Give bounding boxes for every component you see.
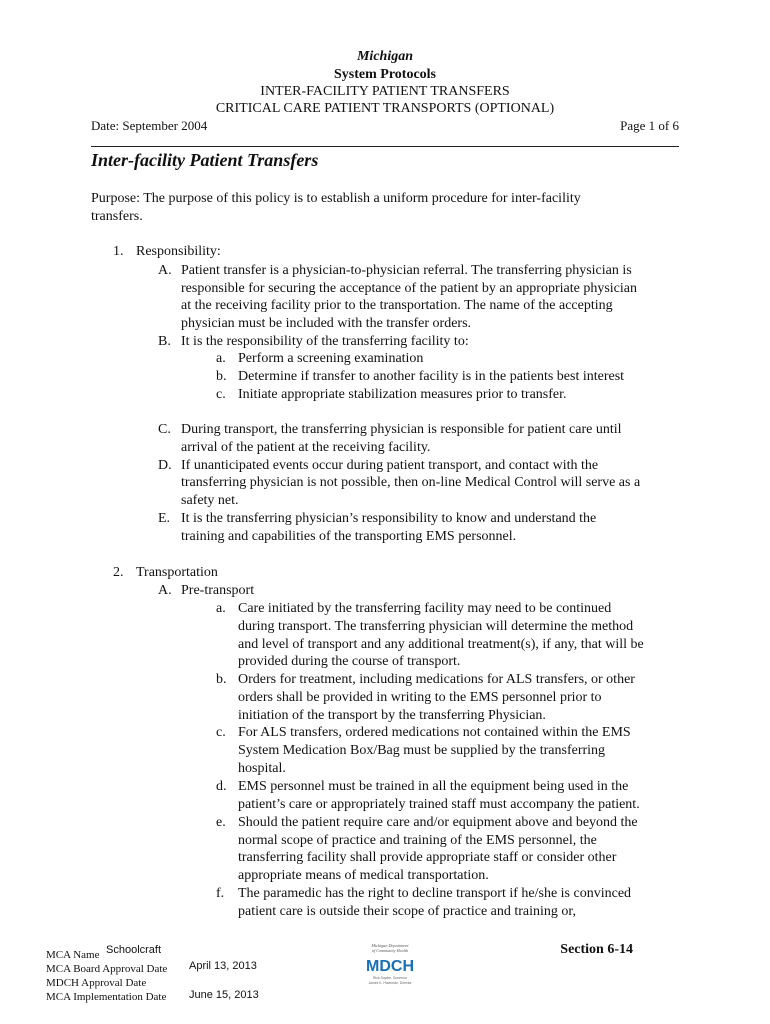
logo-line-2: of Community Health	[371, 948, 409, 953]
footer-board-label: MCA Board Approval Date	[46, 963, 168, 975]
subitem-line: transferring facility shall provide appropriate staff or consider other	[238, 850, 617, 865]
subitem-line: Initiate appropriate stabilization measures prior to transfer.	[238, 387, 567, 402]
subitem-marker: c.	[216, 387, 226, 402]
subitem-line: Orders for treatment, including medications for ALS transfers, or other	[238, 672, 635, 687]
header-title-2: CRITICAL CARE PATIENT TRANSPORTS (OPTIONAL)	[215, 101, 555, 116]
subitem-line: EMS personnel must be trained in all the equipment being used in the	[238, 779, 629, 794]
item-marker: B.	[158, 334, 171, 349]
page-number: Page 1 of 6	[620, 118, 679, 133]
subitem-marker: d.	[216, 779, 227, 794]
item-marker: C.	[158, 422, 171, 437]
section-label: Responsibility:	[136, 244, 221, 259]
subitem-line: initiation of the transport by the transferring Physician.	[238, 708, 546, 723]
section-number: 1.	[113, 244, 124, 259]
subitem-line: Should the patient require care and/or equipment above and beyond the	[238, 815, 638, 830]
subitem-line: and level of transport and any additional treatment(s), if any, that will be	[238, 637, 644, 652]
subitem-marker: a.	[216, 601, 226, 616]
header-title-1: INTER-FACILITY PATIENT TRANSFERS	[260, 84, 510, 99]
header-divider	[91, 146, 679, 147]
subitem-marker: a.	[216, 351, 226, 366]
item-line: transferring physician is not possible, then on-line Medical Control will serve as a	[181, 475, 641, 490]
item-line: safety net.	[181, 493, 239, 508]
item-line: at the receiving facility prior to the transportation. The name of the accepting	[181, 298, 613, 313]
subitem-line: patient’s care or appropriately trained staff must accompany the patient.	[238, 797, 640, 812]
item-line: It is the transferring physician’s responsibility to know and understand the	[181, 511, 597, 526]
subitem-marker: e.	[216, 815, 226, 830]
purpose-line: Purpose: The purpose of this policy is to establish a uniform procedure for inter-facility	[91, 191, 581, 206]
item-line: Patient transfer is a physician-to-physician referral. The transferring physician is	[181, 263, 632, 278]
header-system: System Protocols	[334, 67, 436, 82]
subitem-line: during transport. The transferring physician will determine the method	[238, 619, 634, 634]
header-state: Michigan	[356, 49, 413, 64]
item-line: During transport, the transferring physician is responsible for patient care until	[181, 422, 622, 437]
subitem-line: normal scope of practice and training of the EMS personnel, the	[238, 833, 597, 848]
logo-line-4: James K. Haveman, Director	[368, 981, 412, 985]
subitem-line: appropriate means of medical transportation.	[238, 868, 489, 883]
header-date: Date: September 2004	[91, 118, 208, 133]
footer-board-value: April 13, 2013	[189, 960, 257, 972]
subitem-line: System Medication Box/Bag must be supplied by the transferring	[238, 743, 606, 758]
subitem-marker: b.	[216, 672, 227, 687]
item-line: If unanticipated events occur during patient transport, and contact with the	[181, 458, 599, 473]
subitem-line: For ALS transfers, ordered medications not contained within the EMS	[238, 725, 631, 740]
section-number: 2.	[113, 565, 124, 580]
item-marker: A.	[158, 263, 172, 278]
item-line: arrival of the patient at the receiving facility.	[181, 440, 431, 455]
footer-mca-name-label: MCA Name	[46, 949, 100, 961]
subitem-line: Care initiated by the transferring facility may need to be continued	[238, 601, 612, 616]
item-line: physician must be included with the transfer orders.	[181, 316, 472, 331]
subitem-line: hospital.	[238, 761, 286, 776]
item-label: Pre-transport	[181, 583, 255, 598]
item-line: training and capabilities of the transporting EMS personnel.	[181, 529, 517, 544]
subitem-line: patient care is outside their scope of practice and training or,	[238, 904, 577, 919]
section-label: Transportation	[136, 565, 218, 580]
subitem-line: Determine if transfer to another facility is in the patients best interest	[238, 369, 625, 384]
subitem-line: Perform a screening examination	[238, 351, 424, 366]
logo-line-1: Michigan Department	[371, 943, 409, 948]
subitem-marker: b.	[216, 369, 227, 384]
item-line: It is the responsibility of the transferring facility to:	[181, 334, 469, 349]
subitem-marker: f.	[216, 886, 225, 901]
subitem-line: The paramedic has the right to decline transport if he/she is convinced	[238, 886, 632, 901]
logo-line-3: Rick Snyder, Governor	[372, 976, 408, 980]
mdch-logo	[358, 942, 422, 990]
footer-impl-label: MCA Implementation Date	[46, 991, 167, 1003]
subitem-line: provided during the course of transport.	[238, 654, 461, 669]
subitem-line: orders shall be provided in writing to the EMS personnel prior to	[238, 690, 602, 705]
footer-mca-name-value: Schoolcraft	[106, 944, 162, 956]
purpose-line: transfers.	[91, 209, 143, 224]
item-marker: A.	[158, 583, 172, 598]
footer-impl-value: June 15, 2013	[189, 989, 259, 1001]
subitem-marker: c.	[216, 725, 226, 740]
section-number-footer: Section 6-14	[560, 942, 633, 957]
footer-mdch-label: MDCH Approval Date	[46, 977, 147, 989]
item-marker: E.	[158, 511, 171, 526]
item-line: responsible for securing the acceptance of the patient by an appropriate physician	[181, 281, 637, 296]
item-marker: D.	[158, 458, 172, 473]
logo-abbr: MDCH	[366, 958, 414, 975]
section-title: Inter-facility Patient Transfers	[91, 150, 319, 170]
